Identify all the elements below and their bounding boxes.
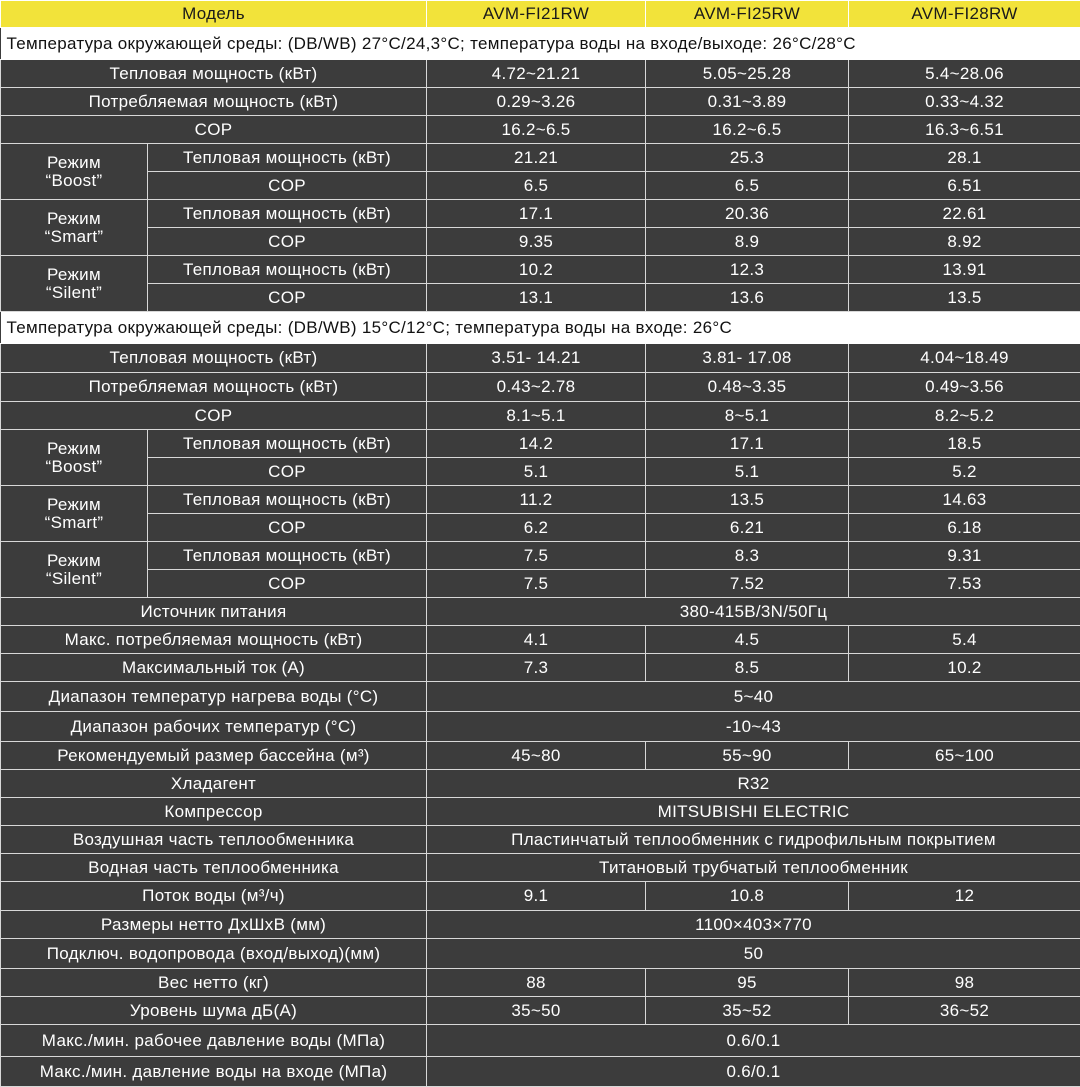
table-row: [1, 344, 1080, 373]
cell-value: 0.33~4.32: [849, 88, 1080, 116]
table-row: [1, 60, 1080, 88]
mode-label: Режим “Boost”: [1, 144, 148, 200]
table-row: [1, 911, 1080, 939]
cell-value: 95: [646, 969, 849, 997]
row-label: Водная часть теплообменника: [1, 854, 427, 882]
cell-value: 17.1: [427, 200, 646, 228]
model-3: AVM-FI28RW: [849, 1, 1080, 28]
cell-value: 18.5: [849, 430, 1080, 458]
cell-value: 12: [849, 882, 1080, 911]
cell-value: 13.6: [646, 284, 849, 312]
cell-value: Титановый трубчатый теплообменник: [427, 854, 1080, 882]
cell-value: 4.04~18.49: [849, 344, 1080, 373]
cell-value: 98: [849, 969, 1080, 997]
table-row: [1, 654, 1080, 682]
row-label: Тепловая мощность (кВт): [148, 200, 427, 228]
cell-value: 88: [427, 969, 646, 997]
cell-value: 35~52: [646, 997, 849, 1025]
cell-value: 13.91: [849, 256, 1080, 284]
cell-value: 8.3: [646, 542, 849, 570]
cell-value: 21.21: [427, 144, 646, 172]
table-row: [1, 712, 1080, 742]
table-row: [1, 770, 1080, 798]
cell-value: 8~5.1: [646, 402, 849, 430]
table-row: [1, 939, 1080, 969]
table-row: [1, 116, 1080, 144]
table-row: [1, 430, 1080, 458]
table-row: [1, 256, 1080, 284]
cell-value: -10~43: [427, 712, 1080, 742]
table-row: [1, 172, 1080, 200]
cell-value: 10.2: [849, 654, 1080, 682]
cell-value: 20.36: [646, 200, 849, 228]
row-label: Диапазон температур нагрева воды (°C): [1, 682, 427, 712]
cell-value: 0.48~3.35: [646, 373, 849, 402]
row-label: Потребляемая мощность (кВт): [1, 88, 427, 116]
cell-value: 1100×403×770: [427, 911, 1080, 939]
condition-text: Температура окружающей среды: (DB/WB) 27°C/24,3°C; температура воды на входе/выходе: 26°C/28°C: [1, 28, 1080, 60]
cell-value: 50: [427, 939, 1080, 969]
cell-value: 3.81- 17.08: [646, 344, 849, 373]
cell-value: 0.31~3.89: [646, 88, 849, 116]
cell-value: 10.2: [427, 256, 646, 284]
table-row: [1, 626, 1080, 654]
cell-value: 14.2: [427, 430, 646, 458]
table-row: [1, 826, 1080, 854]
mode-label: Режим “Silent”: [1, 542, 148, 598]
model-1: AVM-FI21RW: [427, 1, 646, 28]
table-row: [1, 570, 1080, 598]
cell-value: 11.2: [427, 486, 646, 514]
table-row: [1, 997, 1080, 1025]
row-label: COP: [148, 570, 427, 598]
model-2: AVM-FI25RW: [646, 1, 849, 28]
cell-value: 6.2: [427, 514, 646, 542]
condition-text: Температура окружающей среды: (DB/WB) 15°C/12°C; температура воды на входе: 26°C: [1, 312, 1080, 344]
table-row: [1, 854, 1080, 882]
cell-value: 7.52: [646, 570, 849, 598]
row-label: Макс./мин. давление воды на входе (МПа): [1, 1057, 427, 1087]
header-row: [1, 1, 1080, 28]
cell-value: 4.72~21.21: [427, 60, 646, 88]
cell-value: 16.2~6.5: [427, 116, 646, 144]
cell-value: 6.21: [646, 514, 849, 542]
row-label: Уровень шума дБ(А): [1, 997, 427, 1025]
cell-value: 3.51- 14.21: [427, 344, 646, 373]
cell-value: 16.2~6.5: [646, 116, 849, 144]
row-label: Тепловая мощность (кВт): [1, 344, 427, 373]
cell-value: 7.5: [427, 570, 646, 598]
row-label: Макс./мин. рабочее давление воды (МПа): [1, 1025, 427, 1057]
row-label: COP: [1, 402, 427, 430]
row-label: COP: [148, 458, 427, 486]
row-label: Тепловая мощность (кВт): [148, 430, 427, 458]
cell-value: 10.8: [646, 882, 849, 911]
cell-value: 5.1: [646, 458, 849, 486]
cell-value: 4.5: [646, 626, 849, 654]
table-row: [1, 969, 1080, 997]
table-row: [1, 458, 1080, 486]
cell-value: 13.5: [849, 284, 1080, 312]
cell-value: 13.5: [646, 486, 849, 514]
cell-value: 7.3: [427, 654, 646, 682]
cell-value: 4.1: [427, 626, 646, 654]
row-label: Тепловая мощность (кВт): [148, 542, 427, 570]
table-row: [1, 1057, 1080, 1087]
cell-value: 45~80: [427, 742, 646, 770]
table-row: [1, 200, 1080, 228]
model-label: Модель: [1, 1, 427, 28]
cell-value: 17.1: [646, 430, 849, 458]
mode-label: Режим “Boost”: [1, 430, 148, 486]
table-row: [1, 88, 1080, 116]
cell-value: 28.1: [849, 144, 1080, 172]
row-label: COP: [1, 116, 427, 144]
condition-row-1: [1, 28, 1080, 60]
cell-value: 380-415В/3N/50Гц: [427, 598, 1080, 626]
table-row: [1, 144, 1080, 172]
cell-value: 5.2: [849, 458, 1080, 486]
table-row: [1, 682, 1080, 712]
row-label: COP: [148, 228, 427, 256]
row-label: Тепловая мощность (кВт): [1, 60, 427, 88]
cell-value: Пластинчатый теплообменник с гидрофильным покрытием: [427, 826, 1080, 854]
row-label: COP: [148, 284, 427, 312]
row-label: Тепловая мощность (кВт): [148, 144, 427, 172]
row-label: Максимальный ток (А): [1, 654, 427, 682]
cell-value: 6.5: [646, 172, 849, 200]
row-label: Источник питания: [1, 598, 427, 626]
cell-value: 7.5: [427, 542, 646, 570]
cell-value: 13.1: [427, 284, 646, 312]
row-label: Размеры нетто ДхШхВ (мм): [1, 911, 427, 939]
cell-value: 55~90: [646, 742, 849, 770]
cell-value: 6.5: [427, 172, 646, 200]
row-label: Подключ. водопровода (вход/выход)(мм): [1, 939, 427, 969]
cell-value: 8.92: [849, 228, 1080, 256]
cell-value: 5.05~25.28: [646, 60, 849, 88]
row-label: Потребляемая мощность (кВт): [1, 373, 427, 402]
cell-value: 22.61: [849, 200, 1080, 228]
row-label: Тепловая мощность (кВт): [148, 256, 427, 284]
cell-value: MITSUBISHI ELECTRIC: [427, 798, 1080, 826]
cell-value: 14.63: [849, 486, 1080, 514]
cell-value: 9.31: [849, 542, 1080, 570]
cell-value: 8.1~5.1: [427, 402, 646, 430]
row-label: Поток воды (м³/ч): [1, 882, 427, 911]
cell-value: 12.3: [646, 256, 849, 284]
cell-value: 0.49~3.56: [849, 373, 1080, 402]
row-label: Тепловая мощность (кВт): [148, 486, 427, 514]
cell-value: 7.53: [849, 570, 1080, 598]
table-row: [1, 284, 1080, 312]
cell-value: 0.6/0.1: [427, 1025, 1080, 1057]
cell-value: 6.51: [849, 172, 1080, 200]
cell-value: 5.1: [427, 458, 646, 486]
cell-value: 36~52: [849, 997, 1080, 1025]
row-label: COP: [148, 514, 427, 542]
cell-value: 9.1: [427, 882, 646, 911]
cell-value: 65~100: [849, 742, 1080, 770]
cell-value: R32: [427, 770, 1080, 798]
cell-value: 16.3~6.51: [849, 116, 1080, 144]
cell-value: 9.35: [427, 228, 646, 256]
table-row: [1, 402, 1080, 430]
cell-value: 0.6/0.1: [427, 1057, 1080, 1087]
mode-label: Режим “Silent”: [1, 256, 148, 312]
row-label: Воздушная часть теплообменника: [1, 826, 427, 854]
table-row: [1, 598, 1080, 626]
table-row: [1, 798, 1080, 826]
cell-value: 8.5: [646, 654, 849, 682]
table-row: [1, 373, 1080, 402]
row-label: Макс. потребляемая мощность (кВт): [1, 626, 427, 654]
table-row: [1, 1025, 1080, 1057]
mode-label: Режим “Smart”: [1, 200, 148, 256]
row-label: Диапазон рабочих температур (°C): [1, 712, 427, 742]
cell-value: 8.9: [646, 228, 849, 256]
row-label: Компрессор: [1, 798, 427, 826]
cell-value: 0.43~2.78: [427, 373, 646, 402]
table-row: [1, 228, 1080, 256]
table-row: [1, 882, 1080, 911]
cell-value: 35~50: [427, 997, 646, 1025]
table-row: [1, 514, 1080, 542]
condition-row-2: [1, 312, 1080, 344]
cell-value: 5.4~28.06: [849, 60, 1080, 88]
table-row: [1, 542, 1080, 570]
cell-value: 25.3: [646, 144, 849, 172]
row-label: Хладагент: [1, 770, 427, 798]
cell-value: 5.4: [849, 626, 1080, 654]
table-row: [1, 486, 1080, 514]
cell-value: 8.2~5.2: [849, 402, 1080, 430]
row-label: COP: [148, 172, 427, 200]
cell-value: 5~40: [427, 682, 1080, 712]
row-label: Вес нетто (кг): [1, 969, 427, 997]
mode-label: Режим “Smart”: [1, 486, 148, 542]
row-label: Рекомендуемый размер бассейна (м³): [1, 742, 427, 770]
cell-value: 6.18: [849, 514, 1080, 542]
table-row: [1, 742, 1080, 770]
cell-value: 0.29~3.26: [427, 88, 646, 116]
